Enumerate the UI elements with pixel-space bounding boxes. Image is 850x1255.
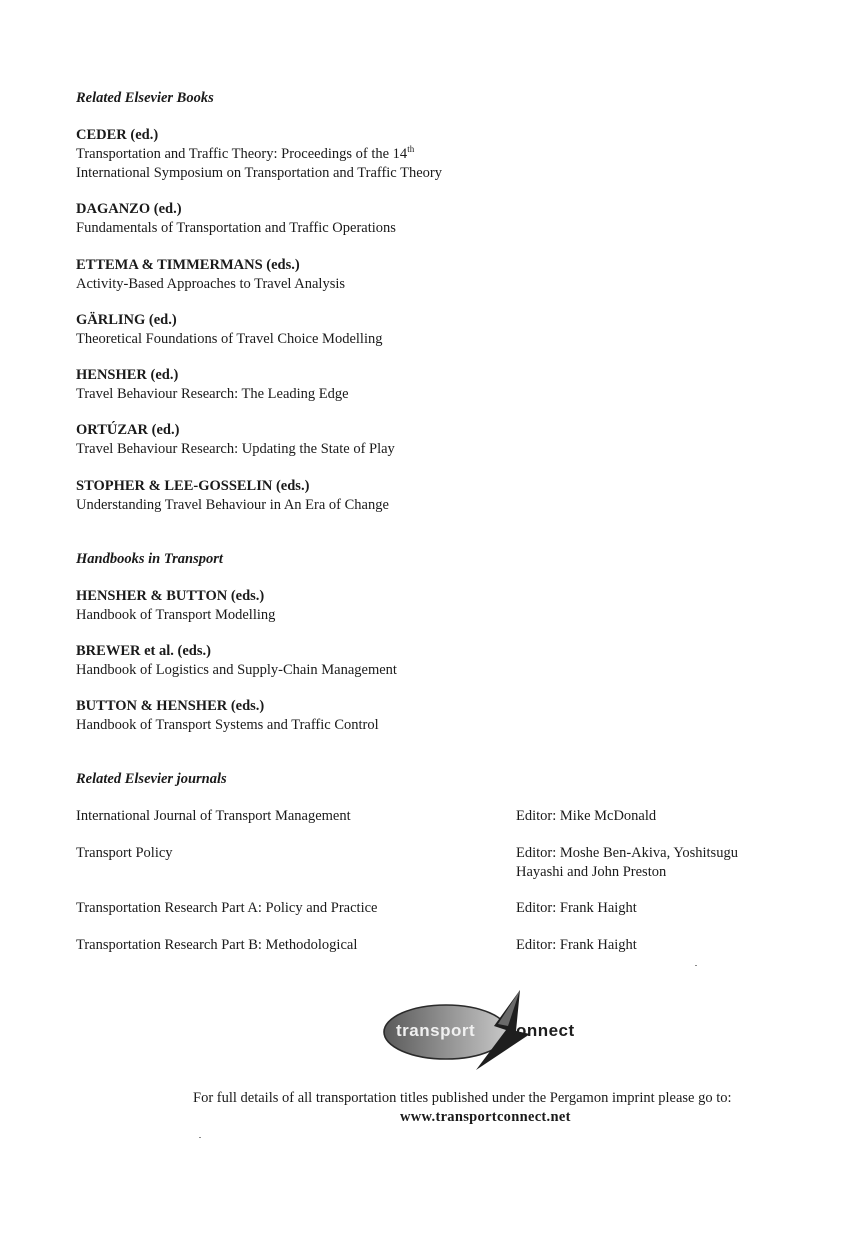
book-entry: [76, 477, 389, 515]
journal-name: Transportation Research Part B: Methodological: [76, 937, 358, 953]
book-author: CEDER (ed.): [76, 127, 159, 143]
scan-speck: [199, 1137, 201, 1138]
section-heading-handbooks: Handbooks in Transport: [76, 551, 223, 567]
journal-name: Transportation Research Part A: Policy and Practice: [76, 900, 378, 916]
handbook-entry: [76, 587, 275, 625]
book-title: Travel Behaviour Research: The Leading Edge: [76, 386, 349, 402]
footer-text: For full details of all transportation titles published under the Pergamon imprint please go to:: [193, 1090, 732, 1106]
journal-editor: Editor: Mike McDonald: [516, 808, 657, 824]
section-heading-related-books: Related Elsevier Books: [76, 90, 214, 106]
book-title: Theoretical Foundations of Travel Choice Modelling: [76, 331, 383, 347]
handbook-title: Handbook of Transport Systems and Traffic Control: [76, 717, 379, 733]
logo-word-connect: connect: [506, 1021, 575, 1040]
scan-speck: [695, 965, 697, 966]
book-title: Understanding Travel Behaviour in An Era of Change: [76, 497, 389, 513]
book-author: HENSHER (ed.): [76, 367, 179, 383]
journal-name: International Journal of Transport Management: [76, 808, 351, 824]
journal-editor: Editor: Frank Haight: [516, 937, 637, 953]
handbook-author: BUTTON & HENSHER (eds.): [76, 698, 265, 714]
book-entry: [76, 366, 349, 404]
book-title: Fundamentals of Transportation and Traffic Operations: [76, 220, 396, 236]
section-heading-journals: Related Elsevier journals: [76, 771, 227, 787]
handbook-author: HENSHER & BUTTON (eds.): [76, 588, 265, 604]
book-title-line-2: International Symposium on Transportation and Traffic Theory: [76, 165, 442, 181]
handbook-author: BREWER et al. (eds.): [76, 643, 211, 659]
handbook-title: Handbook of Logistics and Supply-Chain Management: [76, 662, 397, 678]
book-author: ETTEMA & TIMMERMANS (eds.): [76, 257, 300, 273]
journal-editor-line-2: Hayashi and John Preston: [516, 864, 667, 880]
book-entry: [76, 200, 396, 238]
book-entry: [76, 311, 382, 349]
book-entry: [76, 256, 345, 294]
handbook-title: Handbook of Transport Modelling: [76, 607, 276, 623]
handbook-entry: [76, 642, 397, 680]
book-author: ORTÚZAR (ed.): [76, 422, 180, 438]
journal-name: Transport Policy: [76, 845, 173, 861]
journal-editor: [516, 844, 738, 882]
journal-editor-line-1: Editor: Moshe Ben-Akiva, Yoshitsugu: [516, 845, 738, 861]
book-entry: [76, 126, 442, 183]
transport-connect-logo: [380, 986, 580, 1074]
footer-url[interactable]: www.transportconnect.net: [400, 1109, 571, 1125]
book-entry: [76, 421, 395, 459]
handbook-entry: [76, 697, 379, 735]
book-title: Transportation and Traffic Theory: Proceedings of the 14th: [76, 144, 415, 162]
book-author: DAGANZO (ed.): [76, 201, 182, 217]
logo-word-transport: transport: [396, 1021, 476, 1040]
book-author: GÄRLING (ed.): [76, 312, 177, 328]
book-title: Activity-Based Approaches to Travel Analysis: [76, 276, 346, 292]
journal-editor: Editor: Frank Haight: [516, 900, 637, 916]
book-title: Travel Behaviour Research: Updating the State of Play: [76, 441, 395, 457]
book-author: STOPHER & LEE-GOSSELIN (eds.): [76, 478, 310, 494]
